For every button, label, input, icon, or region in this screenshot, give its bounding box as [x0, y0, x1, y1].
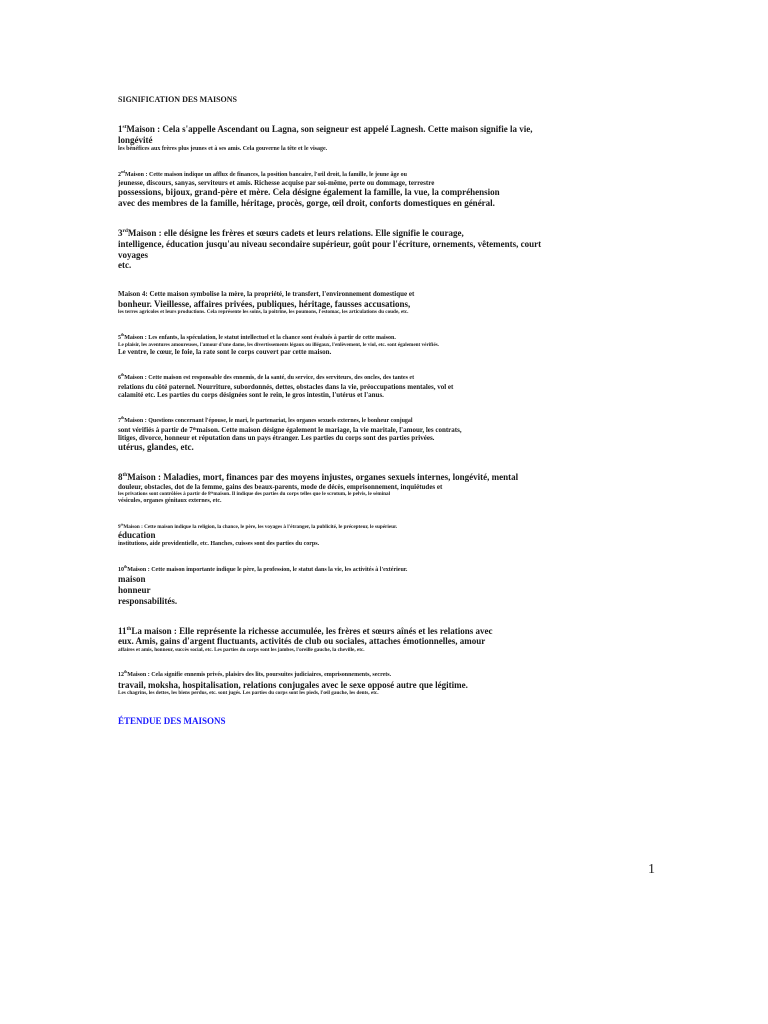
- house-section-line: [118, 636, 538, 647]
- house-section-line: [118, 426, 538, 434]
- house-section-text: calamité etc. Les parties du corps désignées sont le rein, le gros intestin, l'utérus et l'anus.: [118, 390, 384, 399]
- house-number: 5: [118, 334, 121, 341]
- house-section-line: [118, 135, 538, 146]
- house-section-text: les bénéfices aux frères plus jeunes et à ses amis. Cela gouverne la tête et le visage.: [118, 145, 328, 152]
- page-number: 1: [648, 862, 655, 877]
- house-section-line: [118, 483, 538, 491]
- house-section: [118, 290, 538, 315]
- house-section-line: [118, 596, 538, 607]
- house-section-text: La maison : Elle représente la richesse accumulée, les frères et sœurs aînés et les relations avec: [131, 625, 493, 636]
- house-section-line: [118, 498, 538, 505]
- house-number: 2: [118, 171, 121, 178]
- house-section-text: utérus, glandes, etc.: [118, 442, 194, 453]
- house-number-suffix: th: [120, 521, 124, 526]
- house-section-text: Maison : elle désigne les frères et sœurs cadets et leurs relations. Elle signifie le courage,: [127, 227, 464, 238]
- house-section-text: responsabilités.: [118, 595, 178, 606]
- house-section-text: douleur, obstacles, dot de la femme, gains des beaux-parents, mode de décès, emprisonnement, inquiétudes et: [118, 482, 443, 491]
- house-section-text: eux. Amis, gains d'argent fluctuants, activités de club ou sociales, attaches émotionnelles, amour: [118, 636, 486, 647]
- house-section: [118, 375, 538, 399]
- house-number-suffix: th: [121, 373, 125, 378]
- house-section-lead-line: [118, 290, 538, 298]
- house-section-text: Le plaisir, les aventures amoureuses, l'amour d'une dame, les divertissements légaux ou illégaux, l'enlèvement, le viol, etc. sont également vérifiés.: [118, 341, 439, 348]
- house-section-text: bonheur. Vieillesse, affaires privées, publiques, héritage, fausses accusations,: [118, 298, 411, 309]
- house-section-lead-line: [118, 564, 538, 574]
- house-section-text: les terres agricoles et leurs productions. Cela représente les soins, la poitrine, les poumons, l'estomac, les articulations du coude, etc.: [118, 309, 409, 316]
- house-section-text: Maison : Questions concernant l'épouse, le mari, le partenariat, les organes sexuels externes, le bonheur conjugal: [124, 418, 413, 425]
- house-number-suffix: th: [124, 564, 128, 569]
- house-section-lead-line: [118, 418, 538, 425]
- house-section-text: affaires et amis, honneur, succès social, etc. Les parties du corps sont les jambes, l'oreille gauche, la cheville, etc.: [118, 647, 365, 654]
- house-section-line: [118, 680, 538, 691]
- house-section-line: [118, 585, 538, 596]
- house-section-text: intelligence, éducation jusqu'au niveau secondaire supérieur, goût pour l'écriture, ornements, vêtements, court: [118, 238, 542, 249]
- house-number: 12: [118, 672, 124, 679]
- house-section-line: [118, 541, 538, 548]
- house-number-suffix: th: [121, 416, 125, 421]
- house-section-line: [118, 260, 538, 271]
- house-section-line: [118, 187, 538, 198]
- house-section-line: [118, 574, 538, 585]
- house-section-text: vésicules, organes génitaux externes, etc.: [118, 497, 222, 504]
- house-section-text: honneur: [118, 584, 151, 595]
- house-section-line: [118, 530, 538, 541]
- house-section-line: [118, 391, 538, 399]
- house-section-lead-line: [118, 169, 538, 179]
- house-number: 10: [118, 566, 124, 573]
- house-section: [118, 169, 538, 209]
- section-heading-etendue: ÉTENDUE DES MAISONS: [118, 715, 226, 726]
- house-section-line: [118, 442, 538, 453]
- house-section-text: possessions, bijoux, grand-père et mère. Cela désigne également la famille, la vue, la compréhension: [118, 187, 500, 198]
- house-section: [118, 626, 538, 654]
- house-section-text: les privations sont contrôlées à partir de 8ᵗʰmaison. Il indique des parties du corps telles que le scrotum, le pelvis, le séminal: [118, 491, 391, 498]
- house-section-text: Maison : Cette maison importante indique le père, la profession, le statut dans la vie, les activités à l'extérieur.: [127, 566, 408, 573]
- house-section-line: [118, 238, 542, 250]
- house-section: [118, 521, 538, 548]
- house-number-suffix: nd: [121, 169, 125, 174]
- house-number-suffix: st: [122, 124, 127, 130]
- house-section-line: [118, 250, 538, 261]
- house-section-text: Maison : Cette maison indique la religion, la chance, le père, les voyages à l'étranger, la publicité, le précepteur, le supérieur.: [123, 523, 398, 530]
- house-number-suffix: th: [122, 472, 128, 479]
- house-section-line: [118, 690, 538, 696]
- house-section-line: [118, 434, 538, 442]
- document-page: [118, 95, 542, 726]
- house-number: 1: [118, 124, 123, 134]
- house-section-line: [118, 179, 538, 187]
- house-section: [118, 124, 538, 153]
- house-section-text: jeunesse, discours, sanyas, serviteurs et amis. Richesse acquise par soi-même, perte ou dommage, terrestre: [118, 178, 435, 187]
- house-section-text: institutions, aide providentielle, etc. Hanches, cuisses sont des parties du corps.: [118, 540, 320, 547]
- house-section: [118, 227, 542, 271]
- house-section-lead-line: [118, 228, 538, 239]
- house-number: 11: [118, 625, 127, 636]
- house-section-text: litiges, divorce, honneur et réputation dans un pays étranger. Les parties du corps sont des parties privées.: [118, 433, 435, 442]
- house-section-lead-line: [118, 375, 538, 382]
- house-section: [118, 672, 538, 696]
- house-section-text: Maison : Cette maison indique un afflux de finances, la position bancaire, l'œil droit, la famille, le jeune âge ou: [125, 171, 407, 178]
- house-section: [118, 472, 538, 505]
- house-section-lead-line: [118, 332, 538, 342]
- house-number-suffix: rd: [122, 227, 128, 234]
- sections-container: [118, 124, 542, 697]
- house-section-line: [118, 299, 538, 310]
- house-number: 3: [118, 227, 123, 238]
- house-number-suffix: th: [121, 332, 125, 337]
- house-section-lead-line: [118, 124, 538, 135]
- house-section-text: Maison : Les enfants, la spéculation, le statut intellectuel et la chance sont évalués à partir de cette maison.: [124, 334, 396, 341]
- house-number: 7: [118, 418, 121, 425]
- house-section-text: maison: [118, 574, 146, 585]
- house-number-suffix: th: [126, 625, 132, 632]
- house-number: 8: [118, 472, 123, 483]
- house-section: [118, 418, 538, 453]
- house-section-line: [118, 198, 538, 209]
- house-section-line: [118, 383, 538, 391]
- house-section-text: relations du côté paternel. Nourriture, subordonnés, dettes, obstacles dans la vie, préoccupations mentales, vol et: [118, 382, 454, 391]
- house-number-suffix: th: [124, 670, 128, 675]
- house-section-text: Le ventre, le cœur, le foie, la rate sont le corps couvert par cette maison.: [118, 347, 332, 356]
- house-section-text: éducation: [118, 529, 156, 540]
- house-section-text: voyages: [118, 249, 148, 260]
- house-section-text: Les chagrins, les dettes, les biens perdus, etc. sont jugés. Les parties du corps sont les pieds, l'œil gauche, les dents, etc.: [118, 690, 379, 697]
- house-section-lead-line: [118, 626, 538, 637]
- house-section-lead-line: [118, 672, 538, 679]
- house-section-text: Maison 4: Cette maison symbolise la mère, la propriété, le transfert, l'environnement domestique et: [118, 290, 415, 299]
- house-section-text: longévité: [118, 134, 153, 145]
- house-section-line: [118, 146, 538, 153]
- house-section-line: [118, 647, 538, 653]
- house-section-text: sont vérifiés à partir de 7ᵗʰmaison. Cette maison désigne également le mariage, la vie maritale, l'amour, les contrats,: [118, 425, 462, 434]
- house-section-lead-line: [118, 472, 538, 483]
- house-section: [118, 564, 538, 607]
- house-section-line: [118, 348, 538, 356]
- house-section-text: Maison : Cela signifie ennemis privés, plaisirs des lits, poursuites judiciaires, emprisonnements, secrets.: [127, 672, 392, 679]
- house-section-text: travail, moksha, hospitalisation, relations conjugales avec le sexe opposé autre que légitime.: [118, 679, 468, 690]
- house-section-text: avec des membres de la famille, héritage, procès, gorge, œil droit, conforts domestiques en général.: [118, 198, 495, 209]
- house-section-text: Maison : Maladies, mort, finances par des moyens injustes, organes sexuels internes, longévité, mental: [127, 472, 519, 483]
- house-section-text: etc.: [118, 260, 132, 271]
- document-title: SIGNIFICATION DES MAISONS: [118, 95, 237, 104]
- house-section-text: Maison : Cela s'appelle Ascendant ou Lagna, son seigneur est appelé Lagnesh. Cette maison signifie la vie,: [126, 124, 533, 134]
- house-section-line: [118, 309, 538, 315]
- house-number: 9: [118, 523, 121, 530]
- house-number: 6: [118, 375, 121, 382]
- house-section-text: Maison : Cette maison est responsable des ennemis, de la santé, du service, des serviteurs, des oncles, des tantes et: [124, 375, 415, 382]
- house-section: [118, 332, 538, 357]
